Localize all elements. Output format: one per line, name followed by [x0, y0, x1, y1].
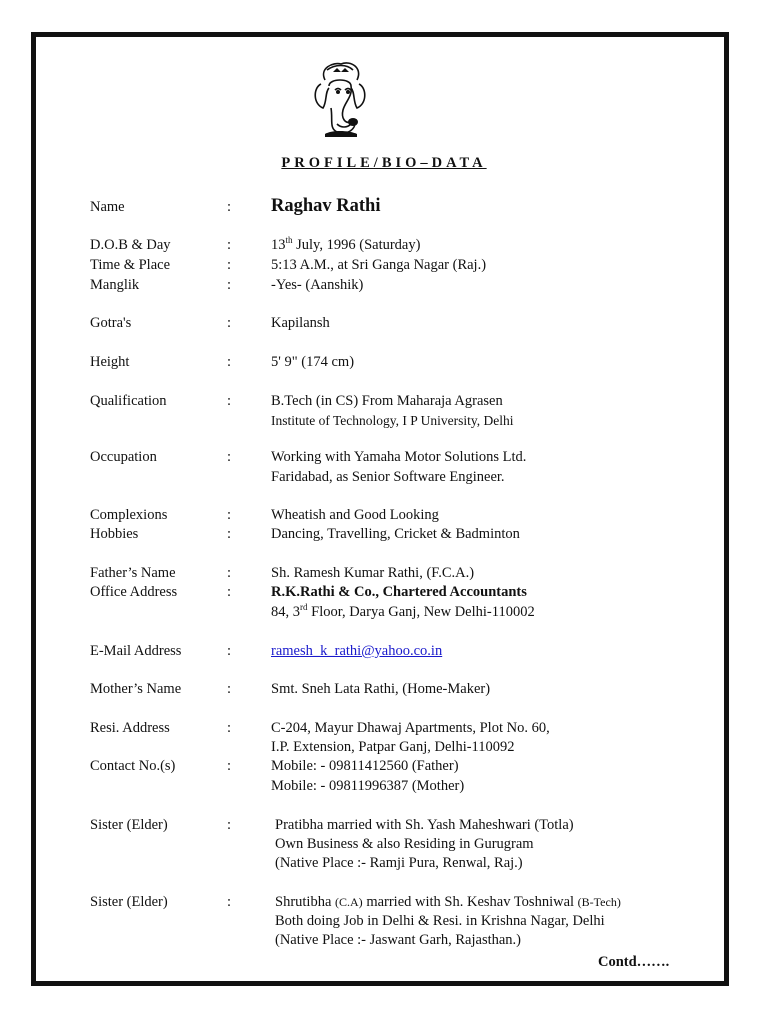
time-place-value: 5:13 A.M., at Sri Ganga Nagar (Raj.)	[271, 257, 487, 273]
colon: :	[227, 584, 232, 600]
contact-father: Mobile: - 09811412560 (Father)	[271, 758, 459, 774]
mother-name-value: Smt. Sneh Lata Rathi, (Home-Maker)	[271, 681, 491, 697]
colon: :	[227, 643, 232, 659]
father-name-label: Father’s Name	[90, 565, 176, 581]
colon: :	[227, 565, 232, 581]
colon: :	[227, 817, 232, 833]
sister1-label: Sister (Elder)	[90, 817, 168, 833]
mother-name-label: Mother’s Name	[90, 681, 182, 697]
hobbies-value: Dancing, Travelling, Cricket & Badminton	[271, 526, 520, 542]
sister2-line1	[275, 893, 621, 912]
occupation-line2: Faridabad, as Senior Software Engineer.	[271, 469, 505, 485]
sister2-line3: (Native Place :- Jaswant Garh, Rajasthan.)	[275, 932, 522, 948]
sister2-name: Shrutibha	[275, 894, 336, 910]
sister2-qualification: (C.A)	[335, 895, 363, 909]
hobbies-label: Hobbies	[90, 526, 139, 542]
name-value: Raghav Rathi	[271, 196, 381, 216]
height-label: Height	[90, 354, 130, 370]
occupation-label: Occupation	[90, 449, 157, 465]
dob-value	[271, 236, 420, 255]
time-place-label: Time & Place	[90, 257, 171, 273]
email-link[interactable]: ramesh_k_rathi@yahoo.co.in	[271, 643, 443, 659]
resi-address-line1: C-204, Mayur Dhawaj Apartments, Plot No. 60,	[271, 720, 550, 736]
continued-note: Contd…….	[598, 954, 670, 970]
colon: :	[227, 449, 232, 465]
occupation-line1: Working with Yamaha Motor Solutions Ltd.	[271, 449, 527, 465]
colon: :	[227, 681, 232, 697]
office-line2-sup: rd	[300, 602, 308, 613]
manglik-label: Manglik	[90, 277, 140, 293]
manglik-value: -Yes- (Aanshik)	[271, 277, 364, 293]
office-line2-post: Floor, Darya Ganj, New Delhi-110002	[307, 604, 535, 620]
office-address-label: Office Address	[90, 584, 178, 600]
complexions-label: Complexions	[90, 507, 168, 523]
resi-address-label: Resi. Address	[90, 720, 170, 736]
sister2-label: Sister (Elder)	[90, 894, 168, 910]
office-line2-pre: 84, 3	[271, 604, 300, 620]
colon: :	[227, 393, 232, 409]
colon: :	[227, 720, 232, 736]
email-label: E-Mail Address	[90, 643, 182, 659]
qualification-line1: B.Tech (in CS) From Maharaja Agrasen	[271, 393, 503, 409]
office-address-value	[271, 603, 535, 622]
dob-label: D.O.B & Day	[90, 237, 171, 253]
resi-address-line2: I.P. Extension, Patpar Ganj, Delhi-110092	[271, 739, 515, 755]
colon: :	[227, 526, 232, 542]
dob-suffix: th	[285, 235, 293, 246]
colon: :	[227, 758, 232, 774]
colon: :	[227, 354, 232, 370]
qualification-label: Qualification	[90, 393, 167, 409]
colon: :	[227, 894, 232, 910]
qualification-line2: Institute of Technology, I P University, Delhi	[271, 413, 514, 428]
sister1-line3: (Native Place :- Ramji Pura, Renwal, Raj.)	[275, 855, 523, 871]
colon: :	[227, 277, 232, 293]
height-value: 5' 9" (174 cm)	[271, 354, 355, 370]
office-firm-name: R.K.Rathi & Co., Chartered Accountants	[271, 584, 527, 600]
gotra-label: Gotra's	[90, 315, 132, 331]
gotra-value: Kapilansh	[271, 315, 330, 331]
father-name-value: Sh. Ramesh Kumar Rathi, (F.C.A.)	[271, 565, 475, 581]
complexions-value: Wheatish and Good Looking	[271, 507, 439, 523]
dob-day: 13	[271, 237, 286, 253]
sister2-married: married with Sh. Keshav Toshniwal	[362, 894, 578, 910]
contact-label: Contact No.(s)	[90, 758, 176, 774]
page-title: PROFILE/BIO–DATA	[281, 155, 487, 171]
sister2-husband-qualification: (B-Tech)	[577, 895, 621, 909]
sister1-line1: Pratibha married with Sh. Yash Maheshwari (Totla)	[275, 817, 574, 833]
name-label: Name	[90, 199, 125, 215]
colon: :	[227, 507, 232, 523]
sister2-line2: Both doing Job in Delhi & Resi. in Krishna Nagar, Delhi	[275, 913, 605, 929]
contact-mother: Mobile: - 09811996387 (Mother)	[271, 778, 465, 794]
colon: :	[227, 237, 232, 253]
ganesha-icon	[311, 58, 369, 138]
dob-rest: July, 1996 (Saturday)	[292, 237, 421, 253]
colon: :	[227, 315, 232, 331]
colon: :	[227, 199, 232, 215]
sister1-line2: Own Business & also Residing in Gurugram	[275, 836, 534, 852]
colon: :	[227, 257, 232, 273]
